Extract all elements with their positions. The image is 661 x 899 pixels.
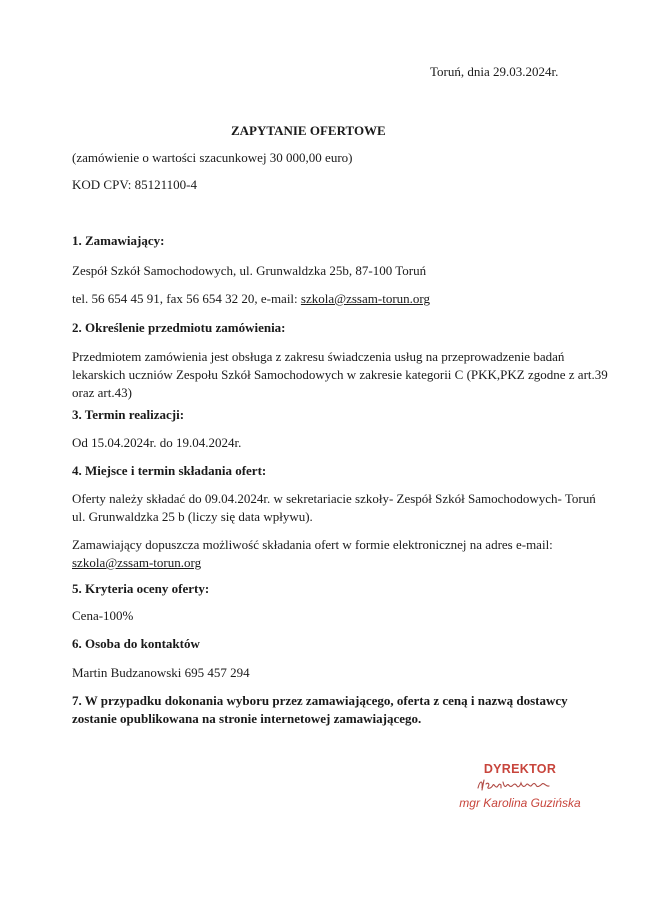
section-6-heading: 6. Osoba do kontaktów	[72, 636, 200, 651]
offers-line-2: ul. Grunwaldzka 25 b (liczy się data wpływu).	[72, 509, 313, 524]
subject-line-2: lekarskich uczniów Zespołu Szkół Samochodowych w zakresie kategorii C (PKK,PKZ zgodne z art.39	[72, 367, 608, 382]
buyer-email-link[interactable]: szkola@zssam-torun.org	[300, 291, 430, 306]
contact-person: Martin Budzanowski 695 457 294	[72, 665, 250, 680]
section-2-heading: 2. Określenie przedmiotu zamówienia:	[72, 320, 286, 335]
realization-term: Od 15.04.2024r. do 19.04.2024r.	[72, 435, 242, 450]
buyer-address: Zespół Szkół Samochodowych, ul. Grunwaldzka 25b, 87-100 Toruń	[72, 263, 427, 278]
signatory-name: mgr Karolina Guzińska	[459, 796, 581, 810]
signature-block	[440, 762, 600, 810]
buyer-contact	[72, 291, 430, 307]
offers-email-link[interactable]: szkola@zssam-torun.org	[72, 555, 202, 570]
subject-line-1: Przedmiotem zamówienia jest obsługa z zakresu świadczenia usług na przeprowadzenie badań	[72, 349, 565, 364]
handwritten-signature	[474, 776, 566, 794]
criteria-text: Cena-100%	[72, 608, 134, 623]
place-date: Toruń, dnia 29.03.2024r.	[430, 64, 559, 79]
document-title: ZAPYTANIE OFERTOWE	[231, 123, 386, 138]
section-3-heading: 3. Termin realizacji:	[72, 407, 185, 422]
section-1-heading: 1. Zamawiający:	[72, 233, 165, 248]
offers-line-3: Zamawiający dopuszcza możliwość składania ofert w formie elektronicznej na adres e-mail:	[72, 537, 553, 552]
cpv-code: KOD CPV: 85121100-4	[72, 177, 197, 192]
section-7-line-2: zostanie opublikowana na stronie internetowej zamawiającego.	[72, 711, 422, 726]
value-note: (zamówienie o wartości szacunkowej 30 000,00 euro)	[72, 150, 353, 165]
buyer-contact-numbers: tel. 56 654 45 91, fax 56 654 32 20, e-mail:	[72, 291, 301, 306]
signatory-title: DYREKTOR	[483, 762, 557, 776]
section-5-heading: 5. Kryteria oceny oferty:	[72, 581, 210, 596]
section-4-heading: 4. Miejsce i termin składania ofert:	[72, 463, 267, 478]
offers-line-1: Oferty należy składać do 09.04.2024r. w sekretariacie szkoły- Zespół Szkół Samochodowych- Toruń	[72, 491, 596, 506]
section-7-line-1: 7. W przypadku dokonania wyboru przez zamawiającego, oferta z ceną i nazwą dostawcy	[72, 693, 568, 708]
subject-line-3: oraz art.43)	[72, 385, 132, 400]
